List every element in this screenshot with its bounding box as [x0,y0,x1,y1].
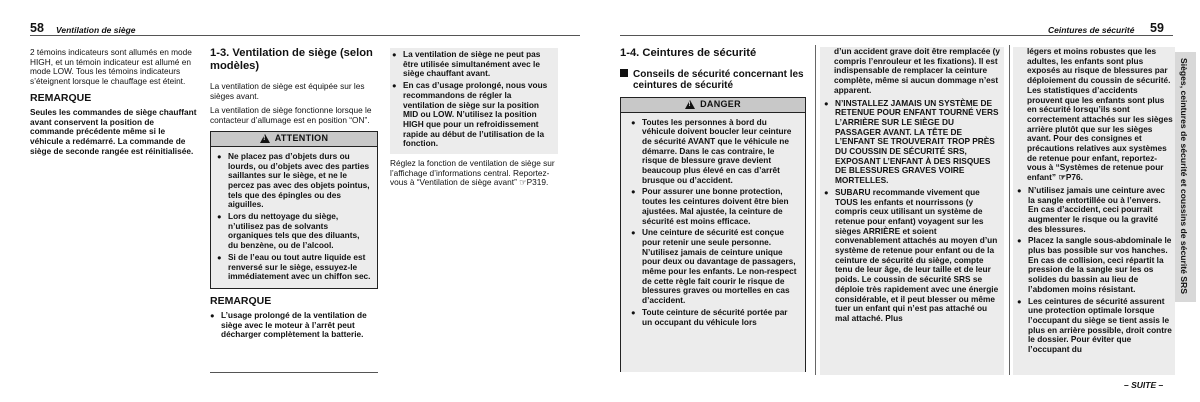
right-header-rule [620,35,1173,36]
continued-marker: – SUITE – [1124,380,1164,390]
left-remarque-text: Seules les commandes de siège chauffant avant conservent la position de commande précédente même si le véhicule a redémarré. La commande de siège de seconde rangée est réinitialisée. [30,106,197,156]
danger-item: ● N’utilisez jamais une ceinture avec la sangle entortillée ou à l’envers. En cas d’accident, ceci pourrait augmenter le risque ou la gravité des blessures. [1017,186,1173,235]
attention-title: ATTENTION [274,132,329,143]
chapter-side-tab-label: Sièges, ceintures de sécurité et coussins de sécurité SRS [1179,58,1189,294]
section-1-4-title: 1-4. Ceintures de sécurité [620,47,757,59]
right-header-title: Ceintures de sécurité [1048,25,1135,35]
ventilation-settings-text [390,159,558,188]
danger-title: DANGER [700,98,741,109]
page-reference-arrow-icon: ☞ [1058,172,1066,183]
attention-item: ● Ne placez pas d’objets durs ou lourds, ou d’objets avec des parties saillantes sur le siège, et ne le percez pas avec des objets pointus, tels que des épingles ou des aiguilles. [217,152,371,210]
right-col-divider [1009,45,1010,375]
chapter-side-tab [1173,52,1196,302]
page-reference-link[interactable]: P76. [1065,172,1083,183]
ventilation-settings-sentence: Réglez la fonction de ventilation de siège sur l’affichage d’informations central. Reportez-vous à “Ventilation de siège avant” [390,158,555,188]
ventilation-notes-box [390,48,558,154]
attention-item: ● Si de l’eau ou tout autre liquide est renversé sur le siège, essuyez-le immédiatement avec un chiffon sec. [217,253,371,282]
section-1-3-title: 1-3. Ventilation de siège (selon modèles) [210,47,373,72]
child-restraint-text: légers et moins robustes que les adultes, les enfants sont plus exposés au risque de blessures par déploiement du coussin de sécurité. Les statistiques d’accidents prouvent que les enfants sont plus en sécurité lorsqu’ils sont correctement attachés sur les sièges arrière plutôt que sur les sièges avant. Pour des consignes et précautions relatives aux systèmes de retenue pour enfant, reportez-vous à “Systèmes de retenue pour enfant” [1027,47,1173,183]
danger-box [620,97,806,372]
ventilation-note: ● En cas d’usage prolongé, nous vous recommandons de régler la ventilation de siège sur la position MID ou LOW. N’utilisez la position HIGH que pour un refroidissement rapide au début de l’utilisation de la fonction. [392,81,554,149]
warning-triangle-icon: ! [685,100,695,109]
ventilation-note: ● La ventilation de siège ne peut pas être utilisée simultanément avec le siège chauffant avant. [392,50,554,79]
danger-header [621,98,805,113]
remarque-item: ● L’usage prolongé de la ventilation de siège avec le moteur à l’arrêt peut décharger complètement la batterie. [210,311,378,340]
danger-item: ● Toute ceinture de sécurité portée par un occupant du véhicule lors [631,308,799,327]
page-reference-link[interactable]: P319. [526,177,549,188]
heater-indicators-text: 2 témoins indicateurs sont allumés en mode HIGH, et un témoin indicateur est allumé en mode LOW. Tous les témoins indicateurs s’éteignent lorsque le chauffage est éteint. [30,47,192,87]
ventilation-ignition-text: La ventilation de siège fonctionne lorsque le contacteur d’allumage est en position “ON”. [210,105,372,126]
right-col-divider [815,45,816,375]
right-col1 [620,47,806,372]
left-header-rule [30,35,580,36]
danger-item: ● Toutes les personnes à bord du véhicule doivent boucler leur ceinture de sécurité AVANT que le véhicule ne démarre. Dans le cas contraire, le risque de blessure grave devient beaucoup plus élevé en cas d’arrêt brusque ou d’accident. [631,118,799,186]
left-col2 [210,47,378,342]
danger-item: ● N’INSTALLEZ JAMAIS UN SYSTÈME DE RETENUE POUR ENFANT TOURNÉ VERS L’ARRIÈRE SUR LE SIÈGE DU PASSAGER AVANT. LA TÊTE DE L’ENFANT SE TROUVERAIT TROP PRÈS DU COUSSIN DE SÉCURITÉ SRS, EXPOSANT L’ENFANT À DES RISQUES DE BLESSURES GRAVES VOIRE MORTELLES. [824,99,1002,186]
ventilation-equipped-text: La ventilation de siège est équipée sur les sièges avant. [210,81,365,101]
left-remarque2-heading: REMARQUE [210,294,272,307]
attention-box [210,131,378,289]
danger-item: ● Les ceintures de sécurité assurent une protection optimale lorsque l’occupant du siège se tient assis le plus en arrière possible, droit contre le dossier. Pour éviter que l’occupant du [1017,297,1173,355]
right-col2 [820,47,1004,375]
left-remarque-heading: REMARQUE [30,91,92,104]
left-page-number: 58 [30,21,44,35]
left-col3 [390,48,558,193]
left-col1 [30,48,198,161]
attention-header [211,132,377,147]
left-header-title: Ventilation de siège [56,25,136,35]
danger-item: ● SUBARU recommande vivement que TOUS les enfants et nourrissons (y compris ceux utilisant un système de retenue pour enfant) voyagent sur les sièges ARRIÈRE et soient convenablement attachés au moyen d’un système de retenue pour enfant ou de la ceinture de sécurité du siège, compte tenu de leur âge, de leur taille et de leur poids. Le coussin de sécurité SRS se déploie très rapidement avec une énergie considérable, et il peut blesser ou même tuer un enfant qui n’est pas attaché ou mal attaché. Plus [824,188,1002,324]
subsection-title-text: Conseils de sécurité concernant les ceintures de sécurité [633,68,804,91]
right-page-number: 59 [1150,21,1164,35]
page-reference-arrow-icon: ☞ [519,177,527,188]
attention-item: ● Lors du nettoyage du siège, n’utilisez pas de solvants organiques tels que des diluants, du benzène, ou de l’alcool. [217,212,371,251]
danger-continued-text: d’un accident grave doit être remplacée (y compris l’enrouleur et les fixations). Il est indispensable de remplacer la ceinture complète, même si aucun dommage n’est apparent. [834,47,1000,95]
danger-item: ● Pour assurer une bonne protection, toutes les ceintures doivent être bien ajustées. Mal ajustée, la ceinture de sécurité est moins efficace. [631,187,799,226]
subsection-title [620,69,806,91]
warning-triangle-icon: ! [260,134,270,143]
danger-continued-text [1017,47,1173,183]
right-col3 [1013,47,1175,375]
danger-item: ● Une ceinture de sécurité est conçue pour retenir une seule personne. N’utilisez jamais de ceinture unique pour deux ou davantage de passagers, même pour les enfants. Le non-respect de cette règle fait courir le risque de blessures graves ou mortelles en cas d’accident. [631,228,799,306]
square-bullet-icon [620,69,628,77]
danger-item: ● Placez la sangle sous-abdominale le plus bas possible sur vos hanches. En cas de collision, ceci répartit la pression de la sangle sur les os solides du bassin au lieu de l’abdomen moins résistant. [1017,236,1173,294]
left-col2-end-rule [210,372,378,373]
